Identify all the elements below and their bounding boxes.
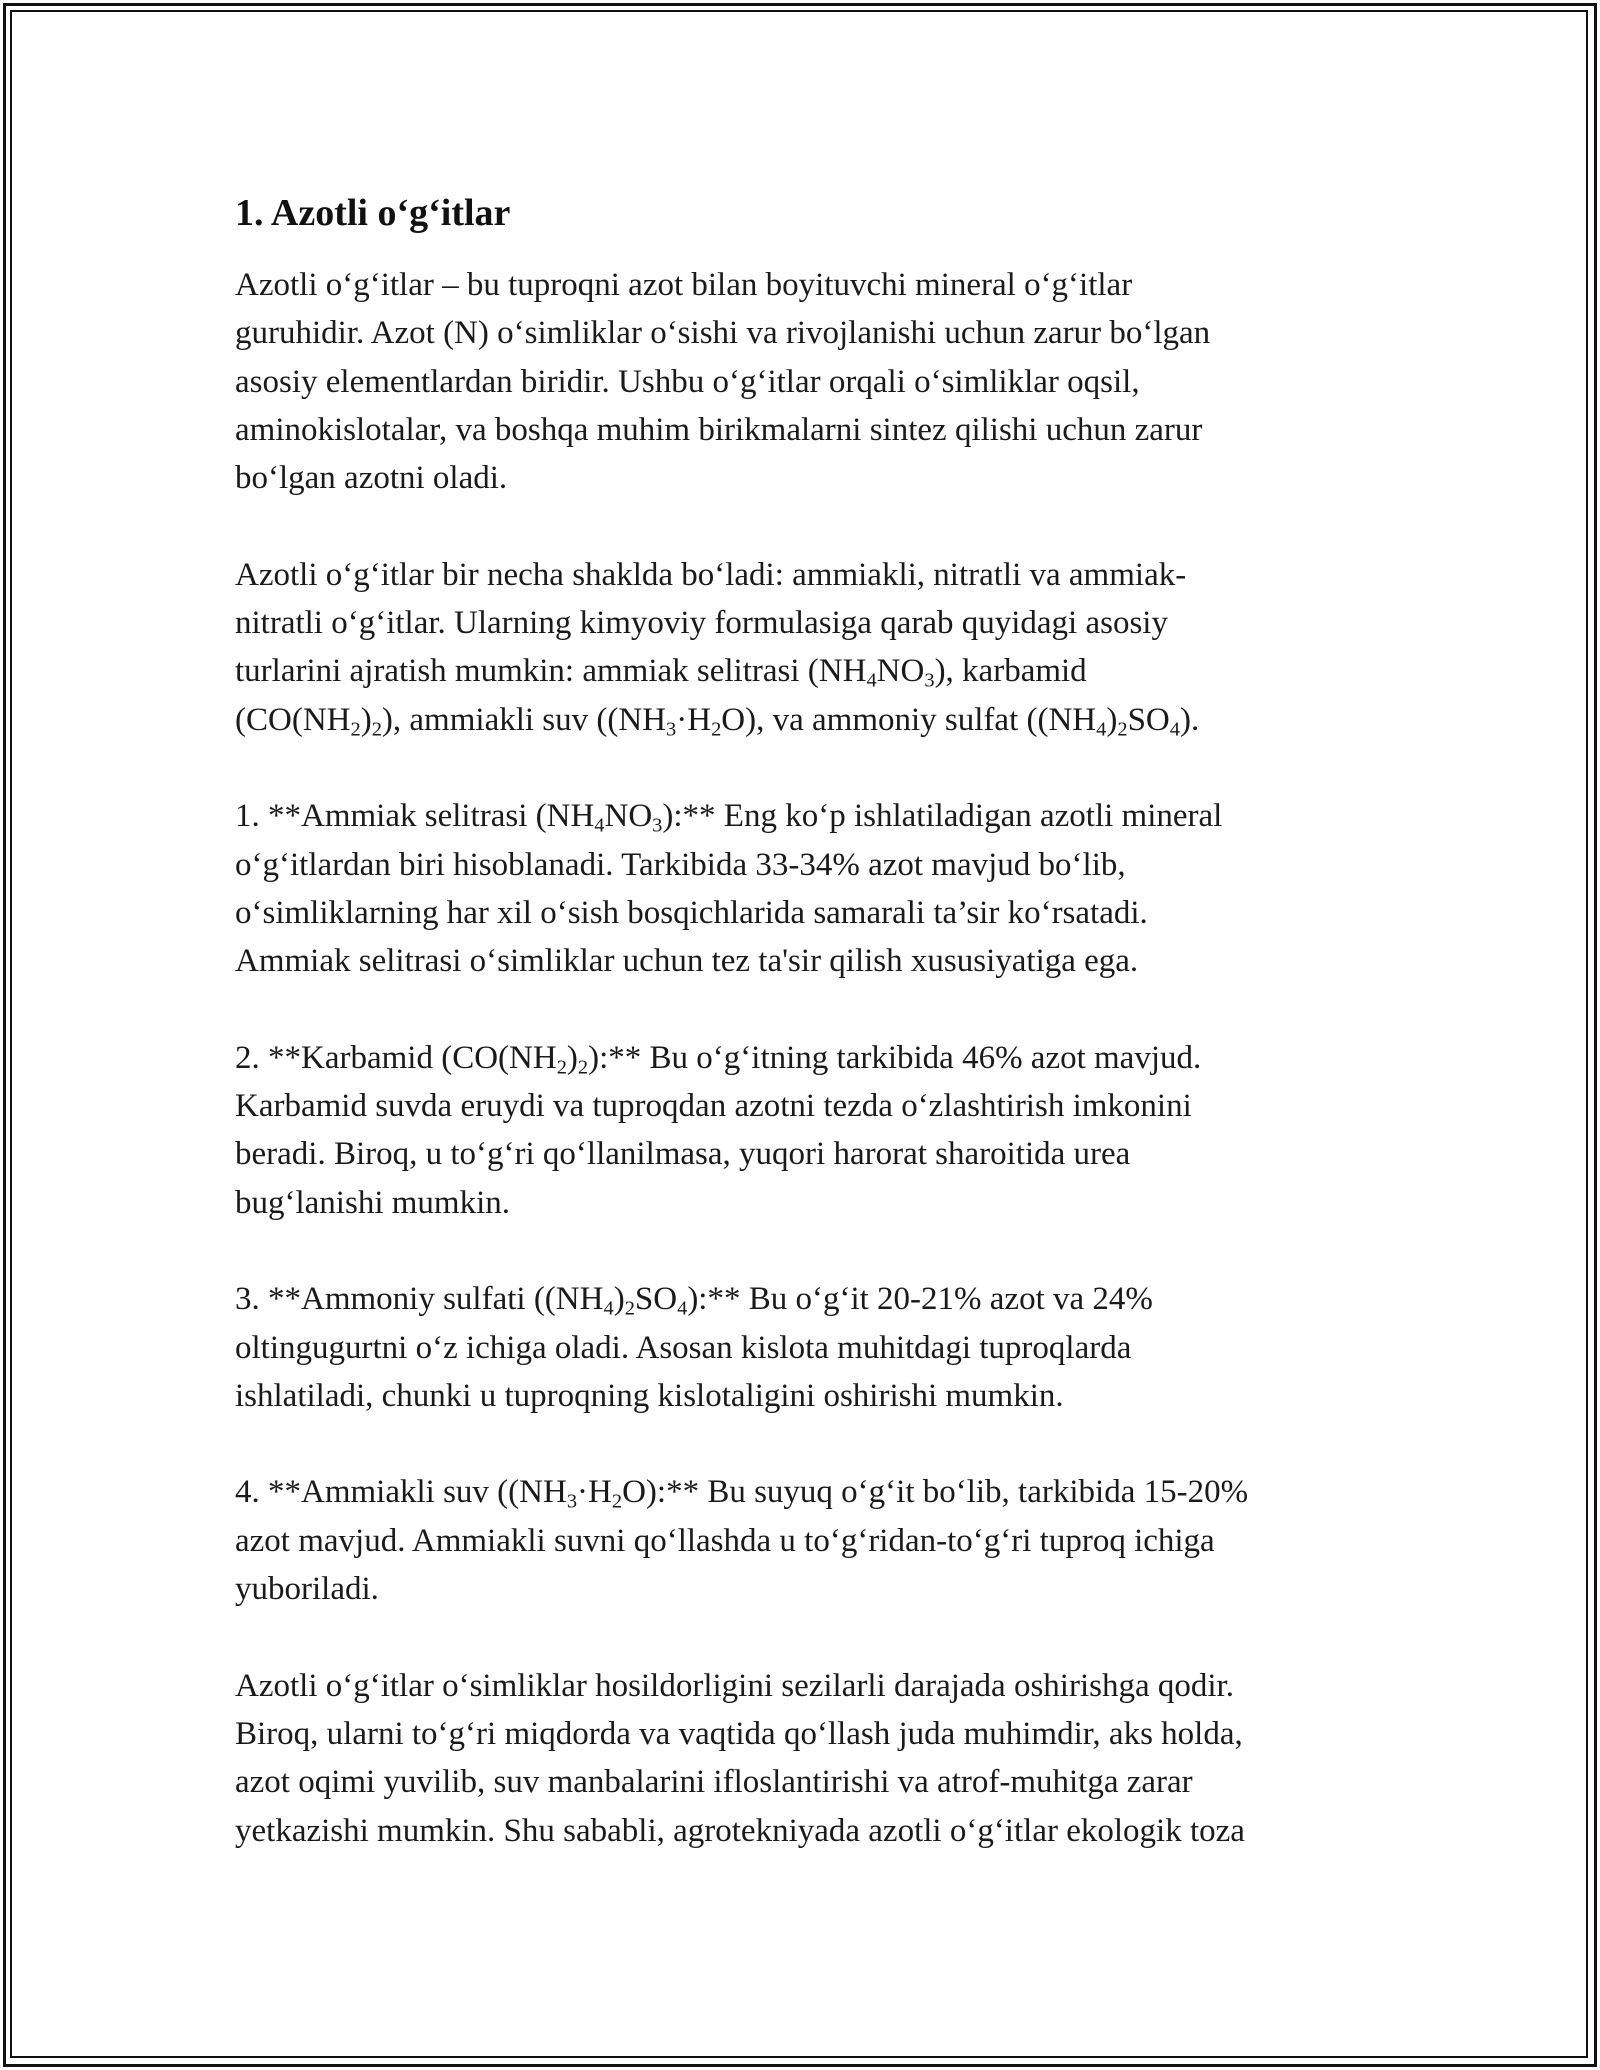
text-run: 3. **Ammoniy sulfati ((NH [235, 1281, 604, 1318]
text-line: asosiy elementlardan biridir. Ushbu o‘g‘itlar orqali o‘simliklar oqsil, [235, 363, 1140, 400]
text-line: guruhidir. Azot (N) o‘simliklar o‘sishi va rivojlanishi uchun zarur bo‘lgan [235, 315, 1211, 352]
text-line: o‘g‘itlardan biri hisoblanadi. Tarkibida 33-34% azot mavjud bo‘lib, [235, 846, 1126, 883]
text-run: ). [1179, 701, 1200, 738]
text-line [235, 696, 1385, 744]
text-line: azot mavjud. Ammiakli suvni qo‘llashda u to‘g‘ridan-to‘g‘ri tuproq ichiga [235, 1522, 1215, 1559]
text-run: ) [1106, 701, 1118, 738]
subscript: 3 [666, 718, 677, 741]
intro-paragraph [235, 261, 1385, 502]
list-item-karbamid [235, 1034, 1385, 1227]
subscript: 4 [594, 814, 605, 837]
subscript: 2 [711, 718, 722, 741]
text-run: 4. **Ammiakli suv ((NH [235, 1474, 567, 1511]
text-line: oltingugurtni o‘z ichiga oladi. Asosan kislota muhitdagi tuproqlarda [235, 1329, 1132, 1366]
subscript: 4 [603, 1297, 614, 1320]
subscript: 2 [611, 1491, 623, 1514]
subscript: 2 [556, 1056, 567, 1079]
types-paragraph [235, 551, 1385, 744]
text-run: ·H [676, 701, 712, 738]
text-run: (CO(NH [235, 701, 351, 738]
subscript: 4 [677, 1297, 688, 1320]
text-line: azot oqimi yuvilib, suv manbalarini ifloslantirishi va atrof-muhitga zarar [235, 1764, 1193, 1801]
text-run: ) [360, 701, 372, 738]
subscript: 2 [577, 1056, 589, 1079]
text-run: ), ammiakli suv ((NH [381, 701, 667, 738]
text-run: NO [876, 653, 925, 690]
subscript: 2 [624, 1297, 635, 1320]
text-line: Azotli o‘g‘itlar bir necha shaklda bo‘ladi: ammiakli, nitratli va ammiak- [235, 556, 1187, 593]
text-run: SO [1127, 701, 1170, 738]
text-run: SO [634, 1281, 678, 1318]
text-run: ·H [577, 1474, 612, 1511]
text-run: ) [566, 1039, 578, 1076]
list-item-ammiakli-suv [235, 1468, 1385, 1613]
text-run: ):** Bu o‘g‘it 20-21% azot va 24% [687, 1281, 1153, 1318]
text-line: Azotli o‘g‘itlar – bu tuproqni azot bilan boyituvchi mineral o‘g‘itlar [235, 267, 1133, 303]
text-line: bo‘lgan azotni oladi. [235, 460, 508, 497]
text-line [235, 1275, 1385, 1323]
text-line: yetkazishi mumkin. Shu sababli, agrotekniyada azotli o‘g‘itlar ekologik toza [235, 1812, 1245, 1849]
text-line: beradi. Biroq, u to‘g‘ri qo‘llanilmasa, yuqori harorat sharoitida urea [235, 1136, 1131, 1173]
subscript: 4 [1096, 718, 1107, 741]
text-line [235, 1034, 1385, 1082]
text-run: ) [613, 1281, 625, 1318]
text-line: nitratli o‘g‘itlar. Ularning kimyoviy formulasiga qarab quyidagi asosiy [235, 605, 1168, 642]
text-line: ishlatiladi, chunki u tuproqning kislotaligini oshirishi mumkin. [235, 1377, 1064, 1414]
text-line [235, 647, 1385, 695]
text-run: O):** Bu suyuq o‘g‘it bo‘lib, tarkibida 15-20% [622, 1474, 1249, 1511]
subscript: 3 [652, 814, 663, 837]
subscript: 3 [566, 1491, 578, 1514]
text-line [235, 792, 1385, 840]
text-run: turlarini ajratish mumkin: ammiak selitrasi (NH [235, 653, 867, 690]
list-item-ammoniy-sulfati [235, 1275, 1385, 1420]
text-run: 1. **Ammiak selitrasi (NH [235, 798, 595, 835]
section-heading: 1. Azotli o‘g‘itlar [235, 192, 511, 234]
text-line: Azotli o‘g‘itlar o‘simliklar hosildorligini sezilarli darajada oshirishga qodir. [235, 1667, 1234, 1704]
text-line: Karbamid suvda eruydi va tuproqdan azotni tezda o‘zlashtirish imkonini [235, 1088, 1192, 1125]
text-line: Biroq, ularni to‘g‘ri miqdorda va vaqtida qo‘llash juda muhimdir, aks holda, [235, 1715, 1243, 1752]
subscript: 3 [924, 670, 935, 693]
text-run: ):** Bu o‘g‘itning tarkibida 46% azot mavjud. [588, 1039, 1202, 1076]
subscript: 4 [1169, 718, 1180, 741]
text-run: 2. **Karbamid (CO(NH [235, 1039, 557, 1076]
text-line: Ammiak selitrasi o‘simliklar uchun tez ta'sir qilish xususiyatiga ega. [235, 943, 1139, 980]
text-line: o‘simliklarning har xil o‘sish bosqichlarida samarali ta’sir ko‘rsatadi. [235, 894, 1148, 931]
text-line: bug‘lanishi mumkin. [235, 1184, 510, 1221]
text-line [235, 1468, 1385, 1516]
document-page [235, 185, 1385, 1903]
text-run: ):** Eng ko‘p ishlatiladigan azotli mineral [662, 798, 1223, 835]
subscript: 2 [1117, 718, 1128, 741]
text-line: aminokislotalar, va boshqa muhim birikmalarni sintez qilishi uchun zarur [235, 411, 1203, 448]
text-run: NO [604, 798, 653, 835]
text-run: ), karbamid [934, 653, 1087, 690]
list-item-ammiak-selitrasi [235, 792, 1385, 985]
text-run: O), va ammoniy sulfat ((NH [721, 701, 1097, 738]
subscript: 2 [371, 718, 382, 741]
subscript: 4 [866, 670, 877, 693]
closing-paragraph [235, 1662, 1385, 1855]
subscript: 2 [350, 718, 361, 741]
text-line: yuboriladi. [235, 1571, 379, 1608]
